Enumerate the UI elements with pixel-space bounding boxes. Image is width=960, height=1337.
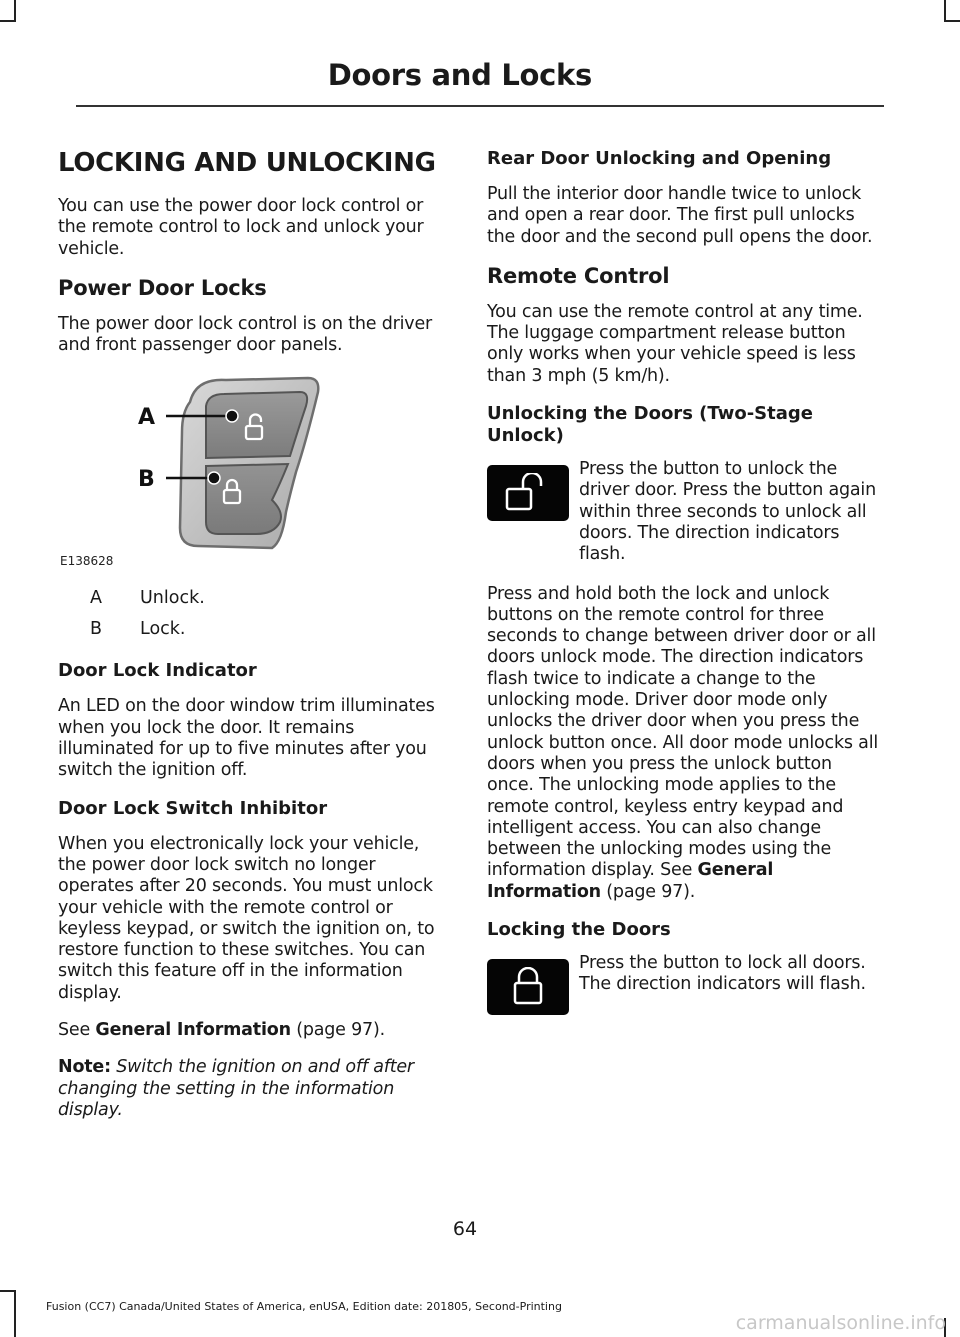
lock-text: Press the button to lock all doors. The direction indicators will flash. — [579, 953, 866, 995]
legend-key: B — [90, 619, 103, 640]
crop-mark — [14, 1290, 16, 1337]
unlock-text-wrap — [579, 459, 882, 565]
note-paragraph — [58, 1057, 448, 1121]
legend-value: Lock. — [140, 619, 186, 640]
figure-code: E138628 — [60, 554, 114, 569]
general-information-link-2[interactable]: General Information — [487, 860, 774, 902]
door-lock-switch-inhibitor-heading: Door Lock Switch Inhibitor — [58, 797, 328, 819]
power-door-locks-text: The power door lock control is on the driver and front passenger door panels. — [58, 313, 433, 356]
callout-dot-a — [226, 410, 238, 422]
header-divider — [76, 105, 884, 107]
door-lock-indicator-text: An LED on the door window trim illuminates when you lock the door. It remains illuminated for up to five minutes after you switch the ignition off. — [58, 696, 435, 781]
unlock-padlock-glyph — [503, 473, 553, 513]
page-number: 64 — [452, 1218, 478, 1240]
crop-mark — [14, 0, 16, 22]
rear-door-heading: Rear Door Unlocking and Opening — [487, 148, 832, 169]
lock-padlock-icon — [487, 959, 569, 1015]
legend-row — [58, 619, 448, 640]
unlock-mode-before: Press and hold both the lock and unlock buttons on the remote control for three seconds to change between driver door or all doors unlock mode. The direction indicators flash twice to indicate a change to the unlocking mode. Driver door mode only unlocks the driver door when you press the unlock button once. All door mode unlocks all doors when you press the unlock button once. The unlocking mode applies to the remote control, keyless entry keypad and intelligent access. You can also change between the unlocking modes using the information display. See — [487, 583, 879, 881]
general-information-link[interactable]: General Information — [95, 1020, 291, 1041]
locking-doors-heading: Locking the Doors — [487, 919, 671, 941]
lock-instruction — [487, 955, 882, 1015]
remote-control-text: You can use the remote control at any time. The luggage compartment release button only works when your vehicle speed is less than 3 mph (5 km/h). — [487, 301, 863, 386]
callout-dot-b — [208, 472, 220, 484]
unlock-text: Press the button to unlock the driver door. Press the button again within three seconds to unlock all doors. The direction indicators flash. — [579, 459, 876, 565]
legend-row — [58, 588, 448, 609]
callout-label-b: B — [138, 467, 155, 493]
edition-footer: Fusion (CC7) Canada/United States of America, enUSA, Edition date: 201805, Second-Printing — [46, 1300, 562, 1313]
remote-control-heading: Remote Control — [487, 263, 670, 288]
unlock-instruction — [487, 461, 882, 565]
crop-mark — [0, 20, 16, 22]
door-lock-indicator-heading: Door Lock Indicator — [58, 660, 257, 682]
door-lock-switch-inhibitor-text: When you electronically lock your vehicle, the power door lock switch no longer operates after 20 seconds. You must unlock your vehicle with the remote control or keyless keypad, or switch the ignition on, to restore function to these switches. You can switch this feature off in the information display. — [58, 833, 435, 1003]
power-door-locks-heading: Power Door Locks — [58, 275, 267, 300]
door-lock-switch-illustration — [58, 372, 448, 570]
rear-door-text: Pull the interior door handle twice to unlock and open a rear door. The first pull unlocks the door and the second pull opens the door. — [487, 184, 873, 247]
crop-mark — [0, 1290, 16, 1292]
legend-value: Unlock. — [140, 588, 205, 609]
intro-paragraph: You can use the power door lock control or the remote control to lock and unlock your vehicle. — [58, 196, 424, 259]
see-suffix: (page 97). — [290, 1020, 385, 1041]
callout-label-a: A — [138, 405, 156, 431]
watermark: carmanualsonline.info — [735, 1312, 946, 1334]
unlock-padlock-icon — [487, 465, 569, 521]
legend-key: A — [90, 588, 102, 609]
crop-mark — [944, 0, 946, 22]
lock-padlock-glyph — [503, 967, 553, 1007]
unlock-mode-text — [487, 584, 882, 903]
crop-mark — [944, 20, 960, 22]
page-title: Doors and Locks — [327, 58, 592, 92]
unlock-mode-after: (page 97). — [600, 881, 696, 902]
section-heading: LOCKING AND UNLOCKING — [58, 148, 436, 178]
note-label: Note: — [58, 1057, 111, 1078]
see-prefix: See — [58, 1020, 96, 1041]
left-column — [58, 138, 448, 1137]
right-column — [487, 138, 882, 1015]
see-reference — [58, 1020, 448, 1041]
unlocking-doors-heading: Unlocking the Doors (Two-Stage Unlock) — [487, 403, 813, 447]
note-text: Switch the ignition on and off after changing the setting in the information display. — [58, 1057, 414, 1120]
door-lock-switch-figure — [58, 372, 448, 570]
